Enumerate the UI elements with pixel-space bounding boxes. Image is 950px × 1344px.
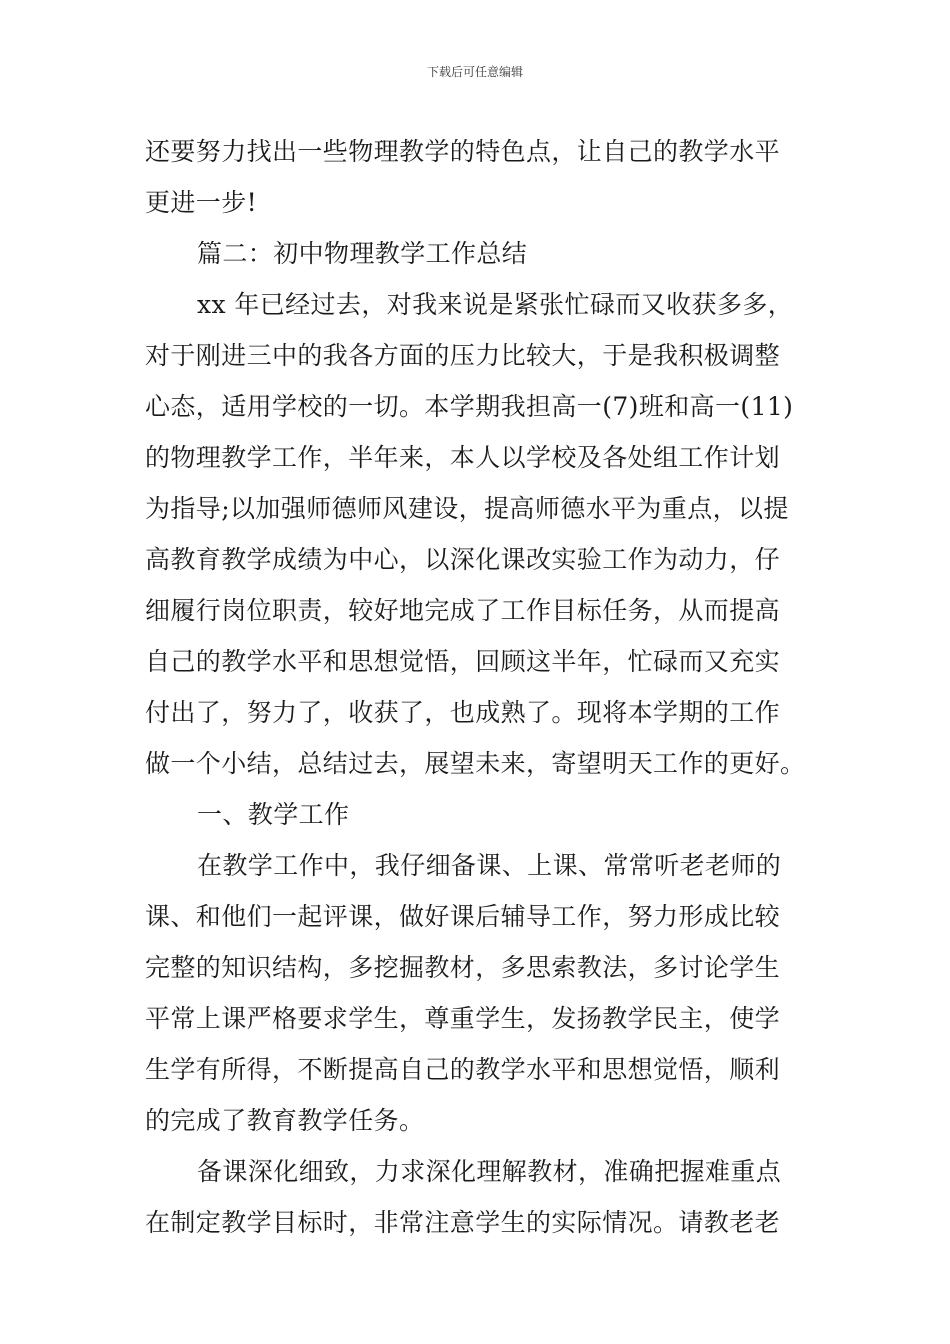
paragraph-start: 备课深化细致，力求深化理解教材，准确把握难重点 [197,1157,782,1186]
text-line: 自己的教学水平和思想觉悟，回顾这半年，忙碌而又充实 [145,647,781,676]
text-line: 平常上课严格要求学生，尊重学生，发扬教学民主，使学 [145,1004,781,1033]
text-line: 生学有所得，不断提高自己的教学水平和思想觉悟，顺利 [145,1055,781,1084]
page-header: 下载后可任意编辑 [426,65,523,79]
paragraph-start: xx 年已经过去，对我来说是紧张忙碌而又收获多多， [197,290,794,319]
text-line: 的物理教学工作，半年来，本人以学校及各处组工作计划 [145,443,781,472]
text-line: 心态，适用学校的一切。本学期我担高一(7)班和高一(11) [145,392,794,421]
text-line: 对于刚进三中的我各方面的压力比较大，于是我积极调整 [145,341,781,370]
text-line: 在制定教学目标时，非常注意学生的实际情况。请教老老 [145,1208,781,1237]
text-line: 付出了，努力了，收获了，也成熟了。现将本学期的工作 [145,698,781,727]
section-title: 篇二：初中物理教学工作总结 [197,239,528,268]
text-line: 高教育教学成绩为中心，以深化课改实验工作为动力，仔 [145,545,781,574]
text-line: 为指导;以加强师德师风建设，提高师德水平为重点，以提 [145,494,789,523]
text-line: 还要努力找出一些物理教学的特色点，让自己的教学水平 [145,137,781,166]
text-line: 做一个小结，总结过去，展望未来，寄望明天工作的更好。 [145,749,806,778]
document-body [145,126,810,1248]
text-line: 的完成了教育教学任务。 [145,1106,425,1135]
section-heading: 一、教学工作 [197,800,350,829]
text-line: 更进一步! [145,188,258,217]
text-line: 细履行岗位职责，较好地完成了工作目标任务，从而提高 [145,596,781,625]
text-line: 完整的知识结构，多挖掘教材，多思索教法，多讨论学生 [145,953,781,982]
paragraph-start: 在教学工作中，我仔细备课、上课、常常听老老师的 [197,851,782,880]
text-line: 课、和他们一起评课，做好课后辅导工作，努力形成比较 [145,902,781,931]
